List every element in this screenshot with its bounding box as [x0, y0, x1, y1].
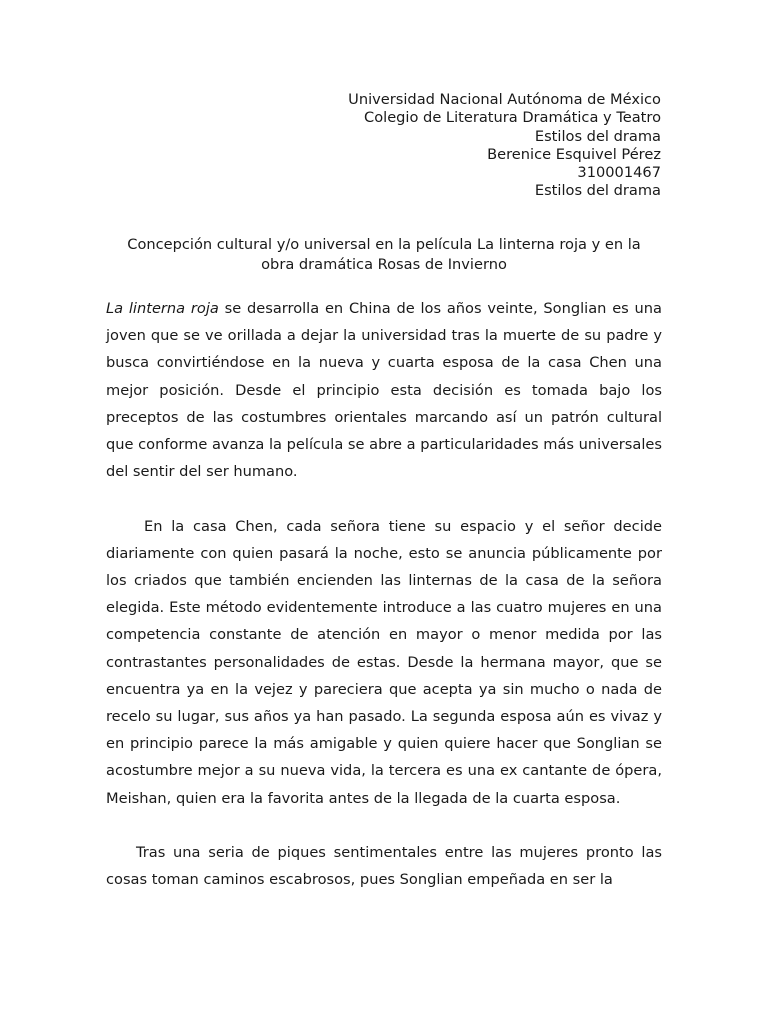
university-name: Universidad Nacional Autónoma de México [348, 91, 661, 108]
essay-title [106, 235, 662, 274]
college-name: Colegio de Literatura Dramática y Teatro [364, 109, 661, 127]
author-name: Berenice Esquivel Pérez [487, 145, 661, 163]
essay-title-line-1: Concepción cultural y/o universal en la película La linterna roja y en la [127, 236, 641, 253]
paragraph-3: Tras una seria de piques sentimentales entre las mujeres pronto las cosas toman caminos escabrosos, pues Songlian empeñada en ser la [106, 844, 662, 889]
paragraph-1-text: se desarrolla en China de los años veinte, Songlian es una joven que se ve orillada a dejar la universidad tras la muerte de su padre y busca convirtiéndose en la nueva y cuarta esposa de la casa Chen una mejor posición. Desde el principio esta decisión es tomada bajo los preceptos de las costumbres orientales marcando así un patrón cultural que conforme avanza la película se abre a particularidades más universales del sentir del ser humano. [106, 300, 662, 481]
film-title-italic: La linterna roja [106, 300, 219, 317]
paragraph-2: En la casa Chen, cada señora tiene su espacio y el señor decide diariamente con quien pasará la noche, esto se anuncia públicamente por los criados que también encienden las linternas de la casa de la señora elegida. Este método evidentemente introduce a las cuatro mujeres en una competencia constante de atención en mayor o menor medida por las contrastantes personalidades de estas. Desde la hermana mayor, que se encuentra ya en la vejez y pareciera que acepta ya sin mucho o nada de recelo su lugar, sus años ya han pasado. La segunda esposa aún es vivaz y en principio parece la más amigable y quien quiere hacer que Songlian se acostumbre mejor a su nueva vida, la tercera es una ex cantante de ópera, Meishan, quien era la favorita antes de la llegada de la cuarta esposa. [106, 517, 662, 807]
document-header [101, 91, 661, 201]
course-name-repeat: Estilos del drama [534, 182, 661, 200]
paragraph-1 [106, 295, 662, 485]
essay-body [106, 295, 662, 893]
course-name: Estilos del drama [534, 127, 661, 145]
student-id: 310001467 [577, 164, 661, 182]
essay-title-line-2: obra dramática Rosas de Invierno [261, 255, 507, 273]
